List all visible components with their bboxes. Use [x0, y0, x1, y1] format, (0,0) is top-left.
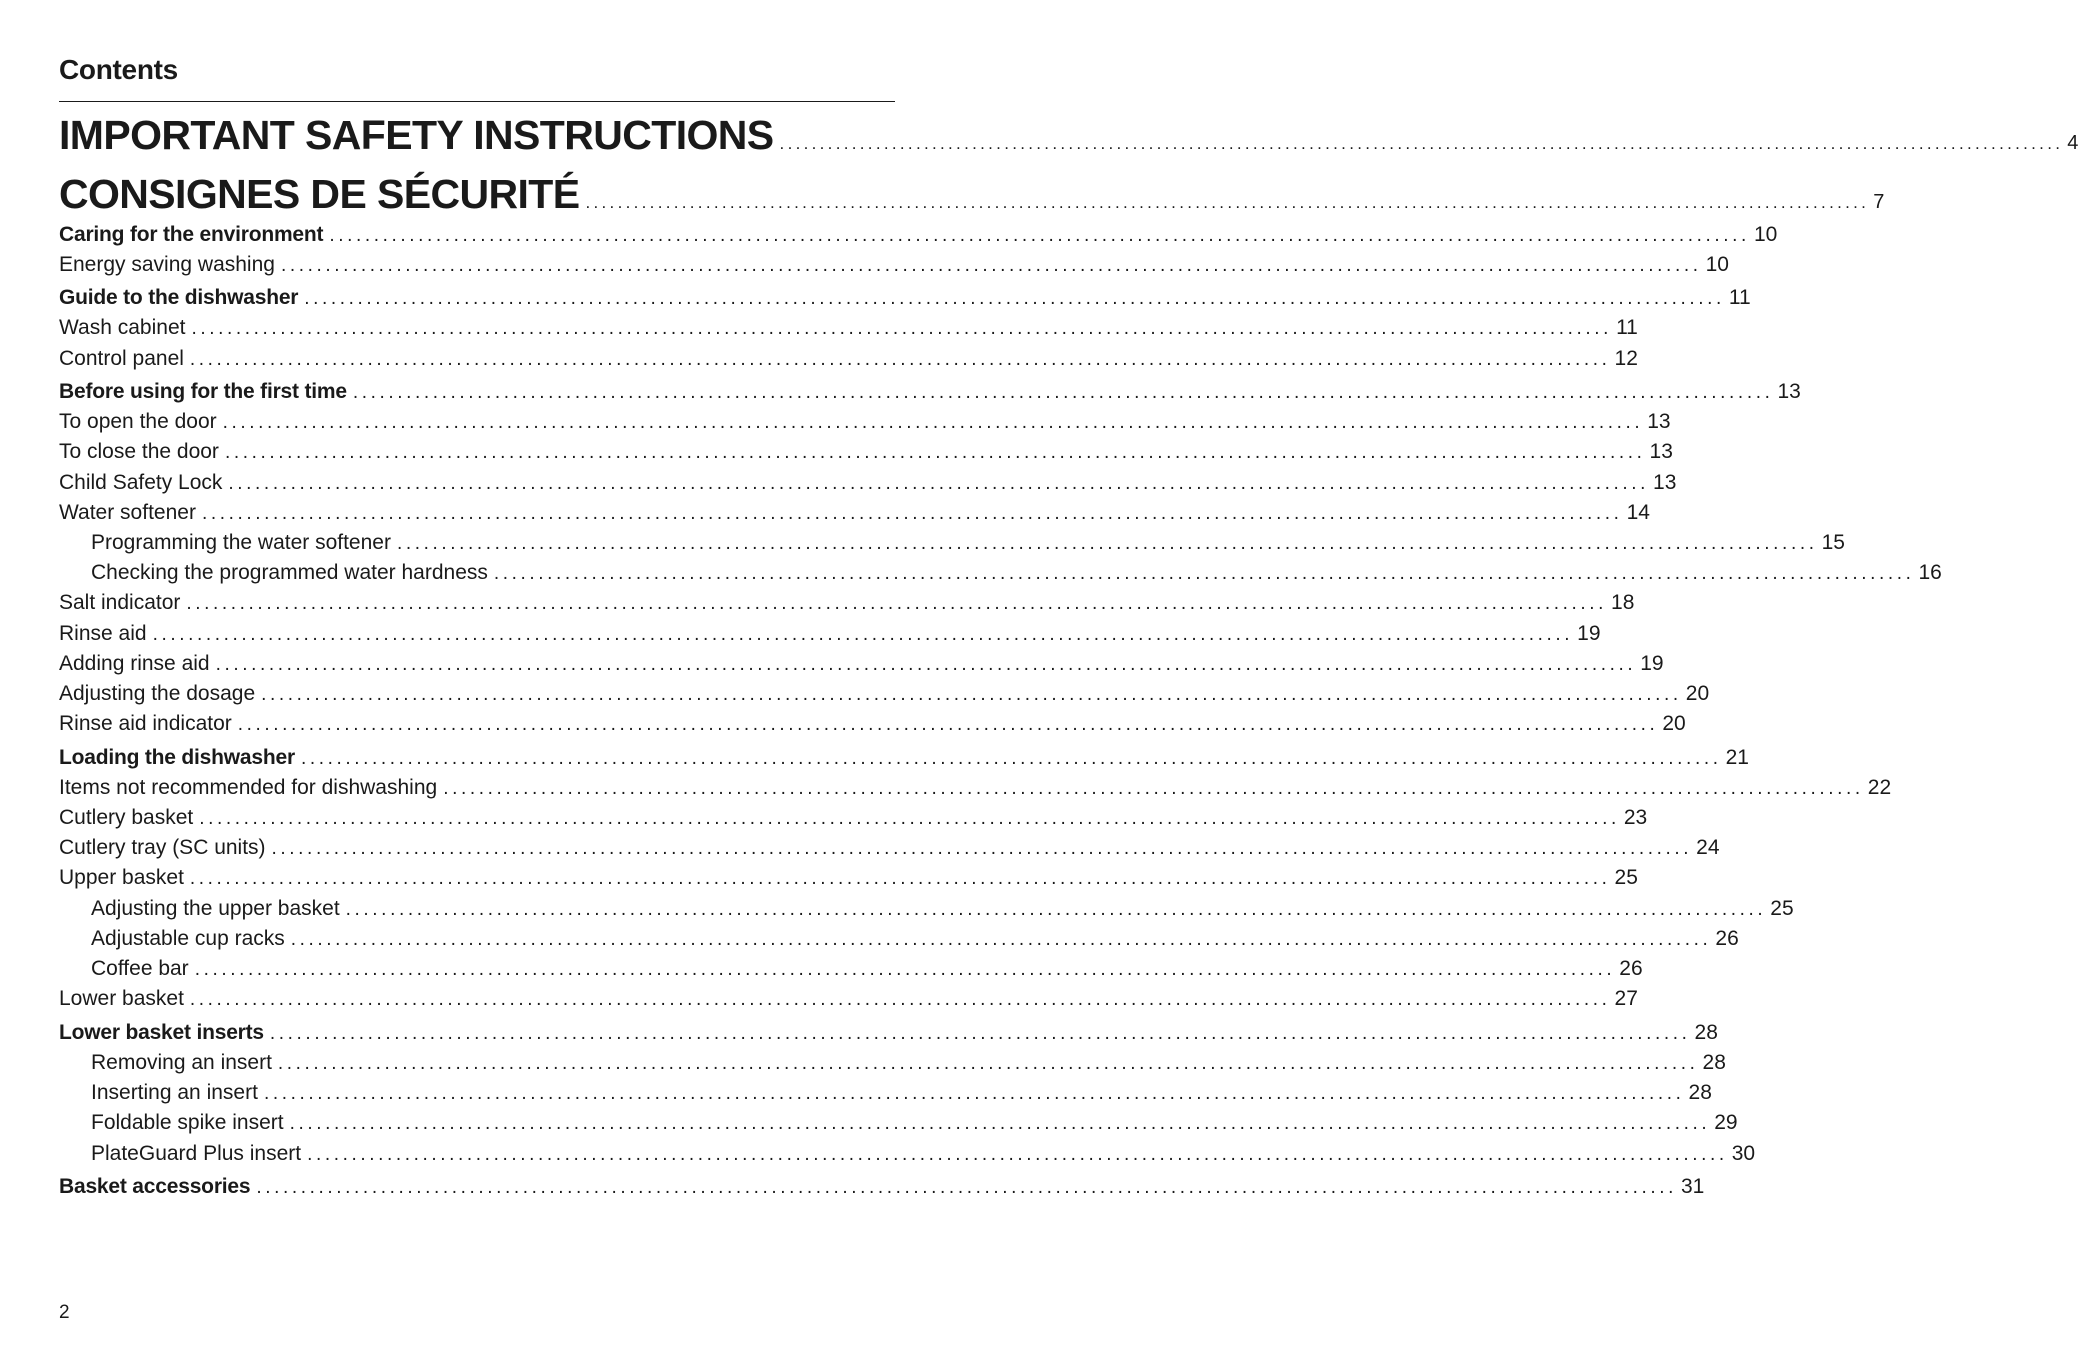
dot-leader: ................................................................................................................................................................ — [396, 533, 1818, 554]
toc-entry[interactable] — [59, 500, 1650, 527]
toc-entry-title: Coffee bar — [91, 957, 189, 980]
dot-leader: ................................................................................................................................................................ — [277, 1053, 1699, 1074]
dot-leader: ................................................................................................................................................................ — [224, 442, 1646, 463]
toc-entry-title: Cutlery basket — [59, 806, 194, 829]
toc-entry-page: 19 — [1640, 652, 1664, 675]
toc-entry-page: 4 — [2067, 132, 2078, 154]
toc-entry-title: To close the door — [59, 440, 219, 463]
toc-entry-page: 12 — [1614, 347, 1638, 370]
toc-entry-page: 26 — [1715, 927, 1739, 950]
toc-entry-page: 13 — [1777, 380, 1801, 403]
toc-entry-page: 19 — [1577, 622, 1601, 645]
toc-entry[interactable] — [59, 805, 1648, 832]
toc-entry-title: Inserting an insert — [91, 1081, 258, 1104]
toc-entry[interactable] — [91, 926, 1739, 953]
toc-entry-title: Adjustable cup racks — [91, 927, 285, 950]
toc-entry-page: 20 — [1662, 712, 1686, 735]
toc-entry[interactable] — [91, 1110, 1738, 1137]
toc-entry-title: Basket accessories — [59, 1175, 251, 1198]
toc-entry[interactable] — [59, 1174, 1705, 1201]
page-number: 2 — [59, 1302, 70, 1323]
toc-entry[interactable] — [59, 111, 2078, 168]
dot-leader: ................................................................................................................................................................ — [189, 868, 1611, 889]
dot-leader: ................................................................................................................................................................ — [263, 1083, 1685, 1104]
dot-leader: ................................................................................................................................................................ — [345, 899, 1767, 920]
toc-entry[interactable] — [59, 252, 1729, 279]
dot-leader: ................................................................................................................................................................ — [300, 748, 1722, 769]
dot-leader: ................................................................................................................................................................ — [271, 838, 1693, 859]
toc-entry-page: 21 — [1725, 746, 1749, 769]
toc-entry-title: Energy saving washing — [59, 253, 275, 276]
toc-entry[interactable] — [59, 1020, 1718, 1047]
page-title: Contents — [59, 54, 178, 85]
toc-entry-page: 13 — [1647, 410, 1671, 433]
toc-entry[interactable] — [59, 315, 1638, 342]
dot-leader: ................................................................................................................................................................ — [307, 1144, 1728, 1165]
toc-entry-title: Loading the dishwasher — [59, 746, 295, 769]
dot-leader: ................................................................................................................................................................ — [189, 349, 1611, 370]
dot-leader: ................................................................................................................................................................ — [329, 225, 1750, 246]
dot-leader: ................................................................................................................................................................ — [152, 624, 1574, 645]
toc-entry-page: 20 — [1685, 682, 1710, 705]
toc-entry-title: Programming the water softener — [91, 531, 391, 554]
dot-leader: ................................................................................................................................................................ — [228, 473, 1650, 494]
toc-entry[interactable] — [91, 896, 1794, 923]
toc-entry-title: To open the door — [59, 410, 217, 433]
toc-entry-title: Salt indicator — [59, 591, 181, 614]
dot-leader: ................................................................................................................................................................ — [215, 654, 1637, 675]
dot-leader: ................................................................................................................................................................ — [352, 382, 1774, 403]
toc-entry-title: PlateGuard Plus insert — [91, 1142, 302, 1165]
toc-entry-title: IMPORTANT SAFETY INSTRUCTIONS — [59, 112, 774, 158]
toc-entry[interactable] — [59, 835, 1720, 862]
toc-entry-page: 15 — [1821, 531, 1845, 554]
toc-entry-title: Cutlery tray (SC units) — [59, 836, 266, 859]
toc-entry-title: Adding rinse aid — [59, 652, 210, 675]
dot-leader: ................................................................................................................................................................ — [201, 503, 1623, 524]
toc-entry-page: 28 — [1702, 1051, 1726, 1074]
toc-entry-page: 28 — [1694, 1021, 1718, 1044]
toc-entry[interactable] — [59, 711, 1686, 738]
toc-entry[interactable] — [59, 745, 1749, 772]
toc-entry[interactable] — [59, 865, 1638, 892]
toc-entry-page: 10 — [1705, 253, 1729, 276]
toc-entry[interactable] — [91, 1050, 1726, 1077]
toc-entry[interactable] — [59, 470, 1677, 497]
dot-leader: ................................................................................................................................................................ — [237, 714, 1659, 735]
toc-entry[interactable] — [91, 560, 1942, 587]
toc-entry-title: Child Safety Lock — [59, 471, 223, 494]
dot-leader: ................................................................................................................................................................ — [585, 193, 1870, 212]
dot-leader: ................................................................................................................................................................ — [289, 1113, 1711, 1134]
toc-entry-page: 18 — [1611, 591, 1635, 614]
toc-entry-title: Foldable spike insert — [91, 1111, 284, 1134]
dot-leader: ................................................................................................................................................................ — [269, 1023, 1691, 1044]
toc-entry[interactable] — [59, 285, 1751, 312]
toc-entry-title: Water softener — [59, 501, 196, 524]
toc-entry[interactable] — [59, 651, 1664, 678]
toc-entry-title: Control panel — [59, 347, 184, 370]
toc-entry-page: 23 — [1623, 806, 1648, 829]
toc-entry-page: 27 — [1614, 987, 1638, 1010]
toc-entry-title: Adjusting the dosage — [59, 682, 256, 705]
toc-entry-page: 7 — [1873, 191, 1885, 213]
toc-entry[interactable] — [59, 681, 1710, 708]
toc-entry[interactable] — [59, 590, 1635, 617]
toc-entry-page: 13 — [1649, 440, 1673, 463]
toc-entry[interactable] — [91, 1080, 1712, 1107]
dot-leader: ................................................................................................................................................................ — [493, 563, 1915, 584]
toc-entry-title: Upper basket — [59, 866, 184, 889]
toc-entry-title: Lower basket — [59, 987, 184, 1010]
toc-entry[interactable] — [59, 409, 1671, 436]
toc-entry[interactable] — [91, 530, 1845, 557]
toc-entry-page: 10 — [1753, 223, 1778, 246]
toc-entry-title: Rinse aid indicator — [59, 712, 232, 735]
toc-entry[interactable] — [59, 986, 1638, 1013]
toc-entry-page: 11 — [1728, 286, 1751, 309]
toc-entry-title: Guide to the dishwasher — [59, 286, 299, 309]
toc-entry-page: 28 — [1688, 1081, 1712, 1104]
toc-entry-page: 24 — [1696, 836, 1720, 859]
dot-leader: ................................................................................................................................................................ — [261, 684, 1682, 705]
toc-entry-page: 11 — [1616, 316, 1638, 339]
toc-entry-page: 25 — [1614, 866, 1638, 889]
toc-entry-title: Checking the programmed water hardness — [91, 561, 488, 584]
dot-leader: ................................................................................................................................................................ — [194, 959, 1616, 980]
toc-entry[interactable] — [59, 170, 1885, 227]
toc-entry-page: 22 — [1867, 776, 1892, 799]
toc-entry-title: CONSIGNES DE SÉCURITÉ — [59, 171, 580, 217]
title-divider — [59, 101, 895, 102]
toc-entry-title: Lower basket inserts — [59, 1021, 264, 1044]
toc-entry[interactable] — [59, 621, 1601, 648]
toc-entry[interactable] — [59, 379, 1801, 406]
toc-entry-page: 13 — [1653, 471, 1677, 494]
dot-leader: ................................................................................................................................................................ — [779, 134, 2064, 153]
toc-entry[interactable] — [91, 956, 1643, 983]
toc-entry[interactable] — [59, 775, 1892, 802]
toc-entry-title: Before using for the first time — [59, 380, 347, 403]
toc-entry-page: 31 — [1681, 1175, 1705, 1198]
toc-entry[interactable] — [59, 222, 1778, 249]
toc-entry-page: 16 — [1918, 561, 1942, 584]
dot-leader: ................................................................................................................................................................ — [256, 1177, 1677, 1198]
dot-leader: ................................................................................................................................................................ — [186, 593, 1608, 614]
toc-entry-title: Wash cabinet — [59, 316, 186, 339]
dot-leader: ................................................................................................................................................................ — [189, 989, 1611, 1010]
toc-entry[interactable] — [91, 1141, 1756, 1168]
toc-entry-title: Items not recommended for dishwashing — [59, 776, 438, 799]
dot-leader: ................................................................................................................................................................ — [280, 255, 1702, 276]
toc-entry-title: Removing an insert — [91, 1051, 272, 1074]
toc-entry-page: 14 — [1626, 501, 1650, 524]
toc-entry-title: Caring for the environment — [59, 223, 324, 246]
dot-leader: ................................................................................................................................................................ — [443, 778, 1864, 799]
toc-entry[interactable] — [59, 346, 1638, 373]
toc-entry[interactable] — [59, 439, 1673, 466]
toc-entry-title: Adjusting the upper basket — [91, 897, 340, 920]
toc-entry-page: 29 — [1714, 1111, 1738, 1134]
toc-entry-page: 30 — [1731, 1142, 1756, 1165]
toc-entry-title: Rinse aid — [59, 622, 147, 645]
toc-entry-page: 25 — [1770, 897, 1794, 920]
dot-leader: ................................................................................................................................................................ — [191, 318, 1613, 339]
dot-leader: ................................................................................................................................................................ — [290, 929, 1712, 950]
toc-entry-page: 26 — [1619, 957, 1643, 980]
dot-leader: ................................................................................................................................................................ — [199, 808, 1620, 829]
dot-leader: ................................................................................................................................................................ — [222, 412, 1644, 433]
dot-leader: ................................................................................................................................................................ — [304, 288, 1725, 309]
